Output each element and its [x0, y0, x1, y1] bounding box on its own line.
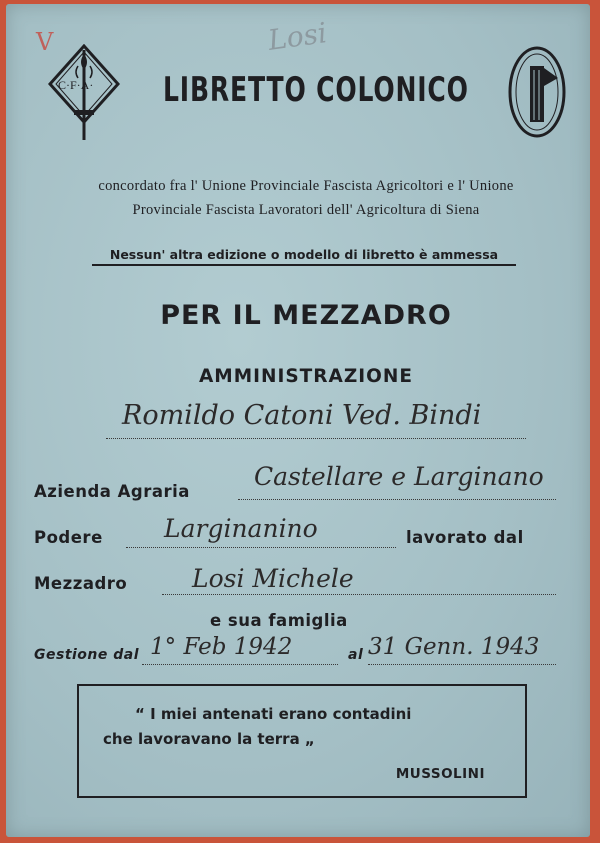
gestione-to-line — [368, 664, 556, 665]
gestione-to: 31 Genn. 1943 — [368, 634, 540, 660]
famiglia-label: e sua famiglia — [210, 611, 348, 630]
podere-line — [126, 547, 396, 548]
mezzadro-label: Mezzadro — [34, 574, 128, 593]
booklet-cover — [6, 4, 590, 837]
gestione-from: 1° Feb 1942 — [150, 634, 293, 660]
al-label: al — [348, 647, 364, 663]
mezzadro-value: Losi Michele — [192, 564, 354, 593]
concordance-line-1: concordato fra l' Unione Provinciale Fascista Agricoltori e l' Unione — [98, 178, 514, 194]
document-title: LIBRETTO COLONICO — [163, 70, 469, 110]
lavorato-label: lavorato dal — [406, 528, 524, 547]
pencil-note: Losi — [265, 16, 329, 57]
concordance-line-2: Provinciale Fascista Lavoratori dell' Agricoltura di Siena — [132, 202, 480, 218]
azienda-label: Azienda Agraria — [34, 482, 190, 501]
edition-notice: Nessun' altra edizione o modello di libretto è ammessa — [92, 247, 516, 266]
podere-value: Larginanino — [164, 514, 318, 543]
mezzadro-line — [162, 594, 556, 595]
gestione-from-line — [142, 664, 338, 665]
corner-mark: V — [36, 28, 54, 56]
fasces-emblem-icon — [506, 44, 568, 140]
role-heading: PER IL MEZZADRO — [160, 300, 452, 331]
administration-label: AMMINISTRAZIONE — [198, 366, 414, 387]
azienda-line — [238, 499, 556, 500]
quote-line-2: che lavoravano la terra „ — [103, 730, 315, 748]
cfa-emblem-icon — [48, 44, 120, 144]
administration-value: Romildo Catoni Ved. Bindi — [122, 400, 482, 431]
azienda-value: Castellare e Larginano — [254, 462, 544, 491]
quote-line-1: “ I miei antenati erano contadini — [135, 705, 412, 723]
emblem-text: C·F·A· — [58, 78, 94, 92]
gestione-label: Gestione dal — [34, 647, 140, 663]
podere-label: Podere — [34, 528, 103, 547]
quote-author: MUSSOLINI — [395, 766, 485, 782]
quote-text — [103, 702, 513, 752]
administration-line — [106, 438, 526, 439]
quote-box — [77, 684, 527, 798]
